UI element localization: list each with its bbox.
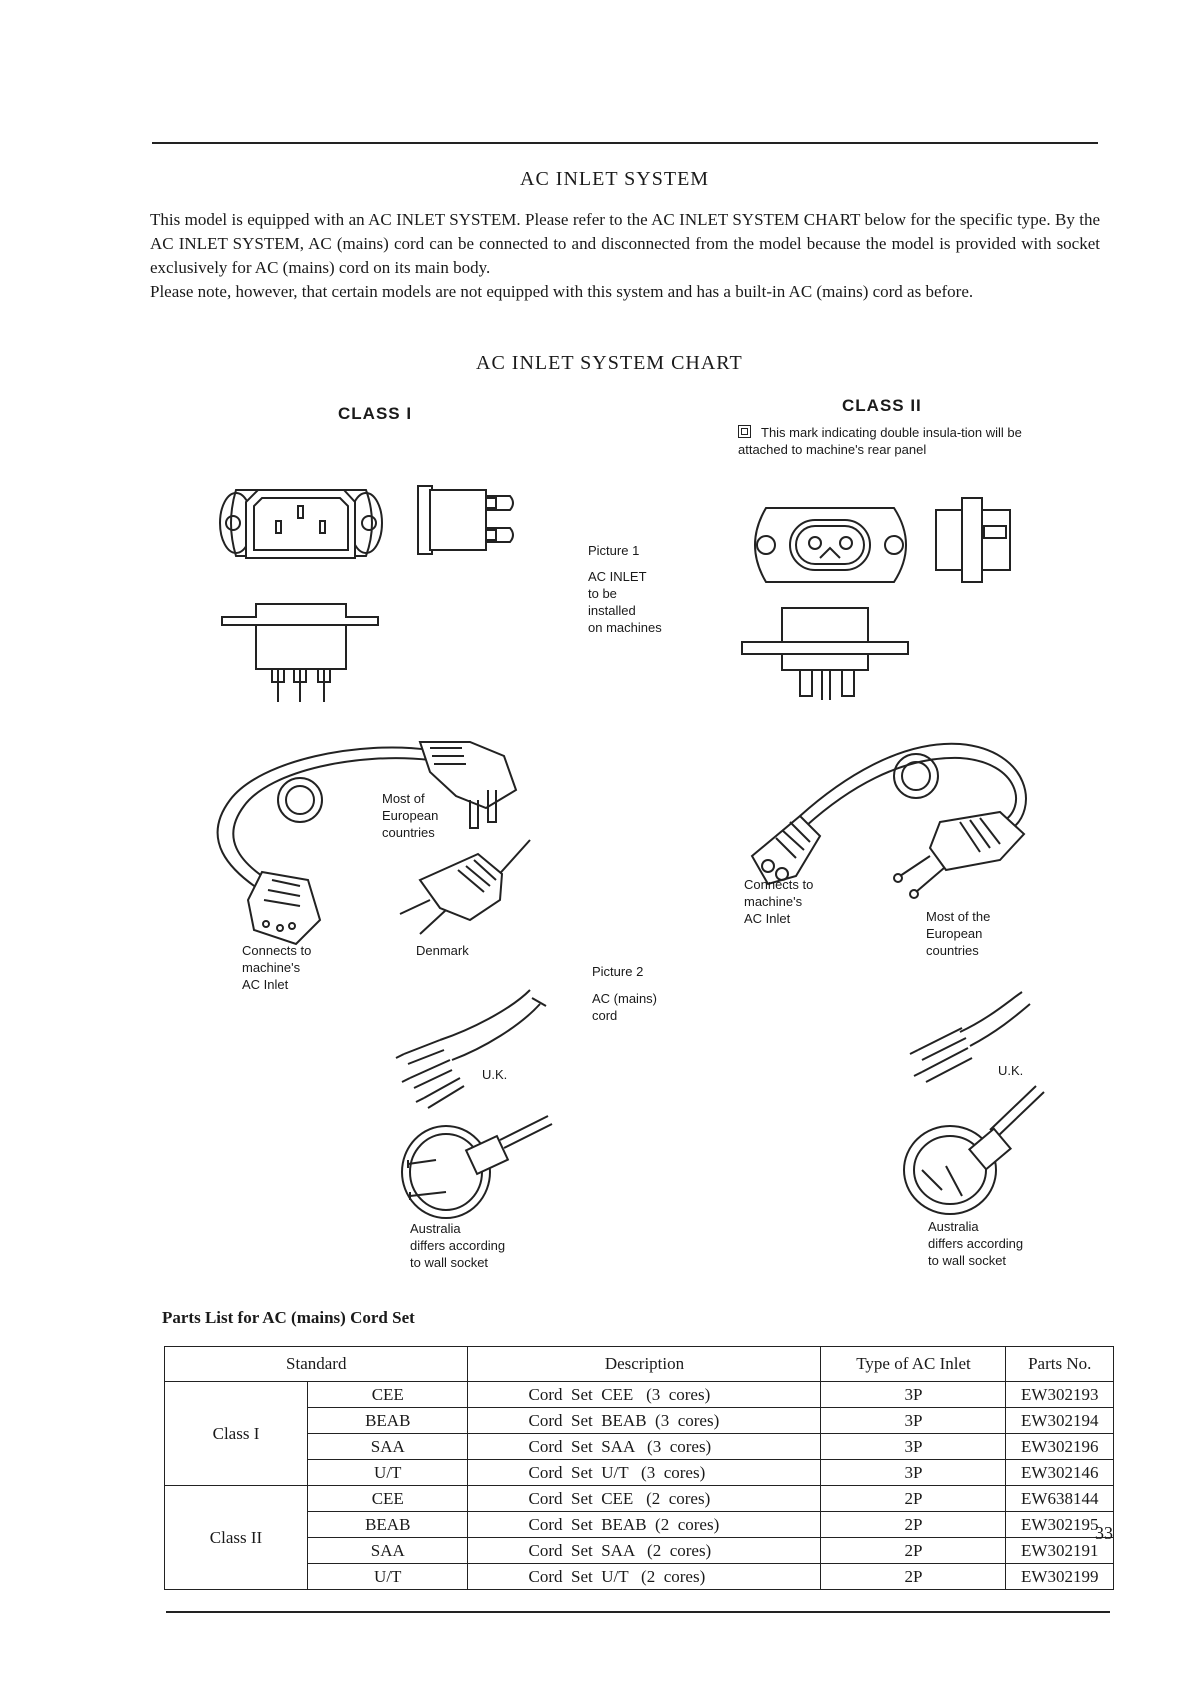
col-standard: Standard	[165, 1347, 468, 1382]
bottom-rule	[166, 1611, 1110, 1613]
denmark-label: Denmark	[416, 943, 469, 958]
picture2-label: Picture 2	[592, 964, 644, 979]
class-cell: Class I	[165, 1382, 308, 1486]
class1-inlet-side-icon	[418, 486, 513, 554]
class2-australia-plug-icon	[904, 1086, 1044, 1214]
col-inlet: Type of AC Inlet	[821, 1347, 1006, 1382]
table-row: SAA Cord Set SAA (3 cores) 3P EW302196	[165, 1434, 1114, 1460]
class1-european-label: Most of European countries	[382, 791, 439, 840]
class2-connects-label: Connects to machine's AC Inlet	[744, 877, 814, 926]
picture1-label: Picture 1	[588, 543, 640, 558]
class2-cord-icon	[752, 744, 1026, 898]
class1-australia-plug-icon	[402, 1116, 552, 1218]
col-parts-no: Parts No.	[1006, 1347, 1114, 1382]
class-cell: Class II	[165, 1486, 308, 1590]
class1-uk-label: U.K.	[482, 1067, 508, 1082]
table-row: BEAB Cord Set BEAB (3 cores) 3P EW302194	[165, 1408, 1114, 1434]
table-row: Class II CEE Cord Set CEE (2 cores) 2P EW638144	[165, 1486, 1114, 1512]
class1-inlet-bottom-icon	[222, 604, 378, 702]
class2-note-text: This mark indicating double insula-tion will be attached to machine's rear panel	[738, 425, 1022, 457]
class1-heading: CLASS I	[338, 404, 413, 423]
table-header-row	[165, 1347, 1114, 1382]
class2-european-label: Most of the European countries	[926, 909, 991, 958]
table-row: Class I CEE Cord Set CEE (3 cores) 3P EW302193	[165, 1382, 1114, 1408]
class1-australia-label: Australia differs according to wall socket	[410, 1221, 506, 1270]
table-row: SAA Cord Set SAA (2 cores) 2P EW302191	[165, 1538, 1114, 1564]
denmark-plug-icon	[400, 840, 530, 934]
class2-inlet-side-icon	[936, 498, 1010, 582]
intro-paragraph-1: This model is equipped with an AC INLET SYSTEM. Please refer to the AC INLET SYSTEM CHART below for the specific type. By the AC INLET SYSTEM, AC (mains) cord can be connected to and disconnected from the model because the model is provided with socket exclusively for AC (mains) cord on its main body.	[150, 210, 1100, 277]
class2-australia-label: Australia differs according to wall socket	[928, 1219, 1024, 1268]
intro-paragraph-2: Please note, however, that certain models are not equipped with this system and has a built-in AC (mains) cord as before.	[150, 282, 974, 301]
class1-uk-cord-icon	[396, 990, 546, 1108]
class2-uk-label: U.K.	[998, 1063, 1024, 1078]
table-row: BEAB Cord Set BEAB (2 cores) 2P EW302195	[165, 1512, 1114, 1538]
picture2-caption: AC (mains) cord	[592, 991, 658, 1023]
class1-connects-label: Connects to machine's AC Inlet	[242, 943, 312, 992]
class1-inlet-front-icon	[220, 490, 382, 558]
page-number: 33	[1095, 1523, 1113, 1543]
class2-inlet-bottom-icon	[742, 608, 908, 700]
chart-title: AC INLET SYSTEM CHART	[476, 352, 743, 374]
class2-heading: CLASS II	[842, 396, 922, 415]
class2-inlet-front-icon	[755, 508, 906, 582]
parts-table	[164, 1346, 1114, 1590]
col-description: Description	[468, 1347, 821, 1382]
picture1-caption: AC INLET to be installed on machines	[588, 569, 662, 635]
parts-heading: Parts List for AC (mains) Cord Set	[162, 1308, 415, 1327]
page-title: AC INLET SYSTEM	[520, 168, 710, 190]
table-row: U/T Cord Set U/T (2 cores) 2P EW302199	[165, 1564, 1114, 1590]
table-row: U/T Cord Set U/T (3 cores) 3P EW302146	[165, 1460, 1114, 1486]
